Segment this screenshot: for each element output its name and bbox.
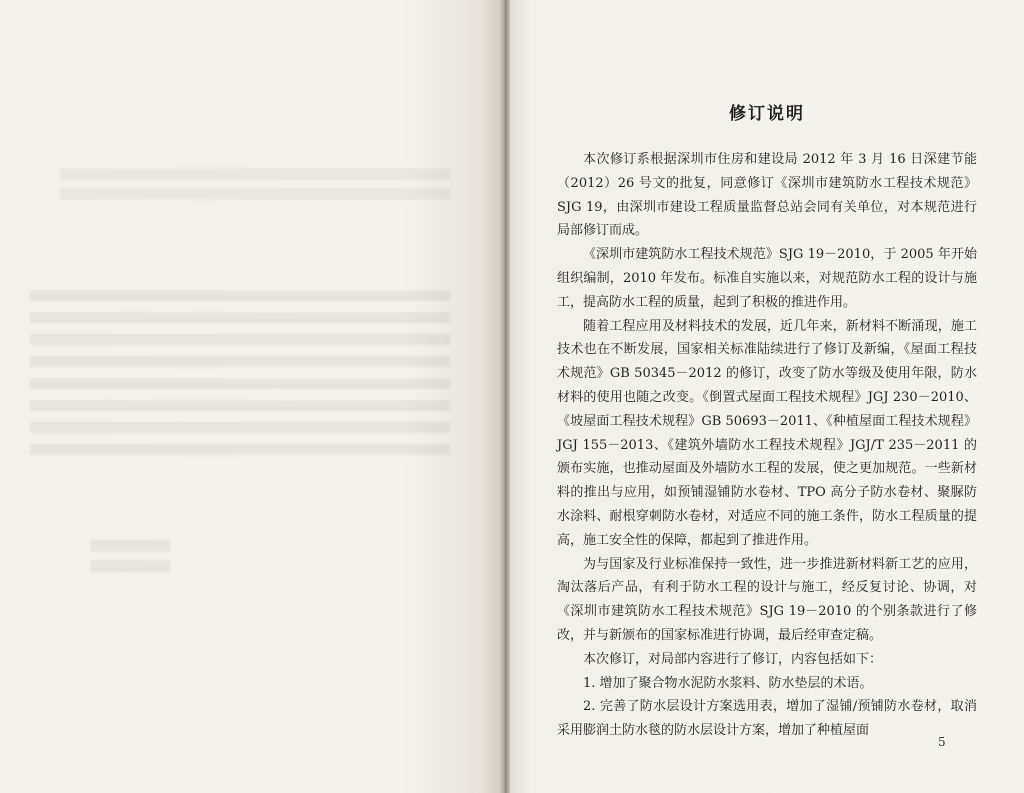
paragraph: 为与国家及行业标准保持一致性，进一步推进新材料新工艺的应用，淘汰落后产品，有利于防水工程的设计与施工，经反复讨论、协调，对《深圳市建筑防水工程技术规范》SJG 19－2010 的个别条款进行了修改，并与新颁布的国家标准进行协调，最后经审查定稿。: [557, 556, 977, 643]
paragraph: 本次修订，对局部内容进行了修订，内容包括如下：: [583, 651, 883, 667]
paragraph: 随着工程应用及材料技术的发展，近几年来，新材料不断涌现，施工技术也在不断发展，国家相关标准陆续进行了修订及新编，《屋面工程技术规范》GB 50345－2012 的修订，改变了防水等级及使用年限，防水材料的使用也随之改变。《倒置式屋面工程技术规程》JGJ 230－2010、《坡屋面工程技术规程》GB 50693－2011、《种植屋面工程技术规程》JGJ 155－2013、《建筑外墙防水工程技术规程》JGJ/T 235－2011 的颁布实施，也推动屋面及外墙防水工程的发展，使之更加规范。一些新材料的推出与应用，如预铺湿铺防水卷材、TPO 高分子防水卷材、聚脲防水涂料、耐根穿刺防水卷材，对适应不同的施工条件，防水工程质量的提高，施工安全性的保障，都起到了推进作用。: [557, 318, 977, 548]
book-gutter: [500, 0, 510, 793]
page-number: 5: [938, 735, 946, 749]
list-item: 2. 完善了防水层设计方案选用表，增加了湿铺/预铺防水卷材，取消采用膨润土防水毯的防水层设计方案，增加了种植屋面: [557, 699, 977, 739]
show-through-text: [60, 168, 450, 204]
paragraph: 《深圳市建筑防水工程技术规范》SJG 19－2010，于 2005 年开始组织编制，2010 年发布。标准自实施以来，对规范防水工程的设计与施工，提高防水工程的质量，起到了积极的推进作用。: [557, 247, 977, 310]
left-page: [0, 0, 503, 793]
list-item: 1. 增加了聚合物水泥防水浆料、防水垫层的术语。: [583, 675, 873, 691]
show-through-text: [30, 290, 450, 455]
show-through-text: [90, 540, 170, 574]
page-title: 修订说明: [729, 104, 805, 124]
paragraph: 本次修订系根据深圳市住房和建设局 2012 年 3 月 16 日深建节能（2012）26 号文的批复，同意修订《深圳市建筑防水工程技术规范》SJG 19，由深圳市建设工程质量监督总站会同有关单位，对本规范进行局部修订而成。: [557, 152, 977, 239]
body-text: [557, 148, 977, 743]
